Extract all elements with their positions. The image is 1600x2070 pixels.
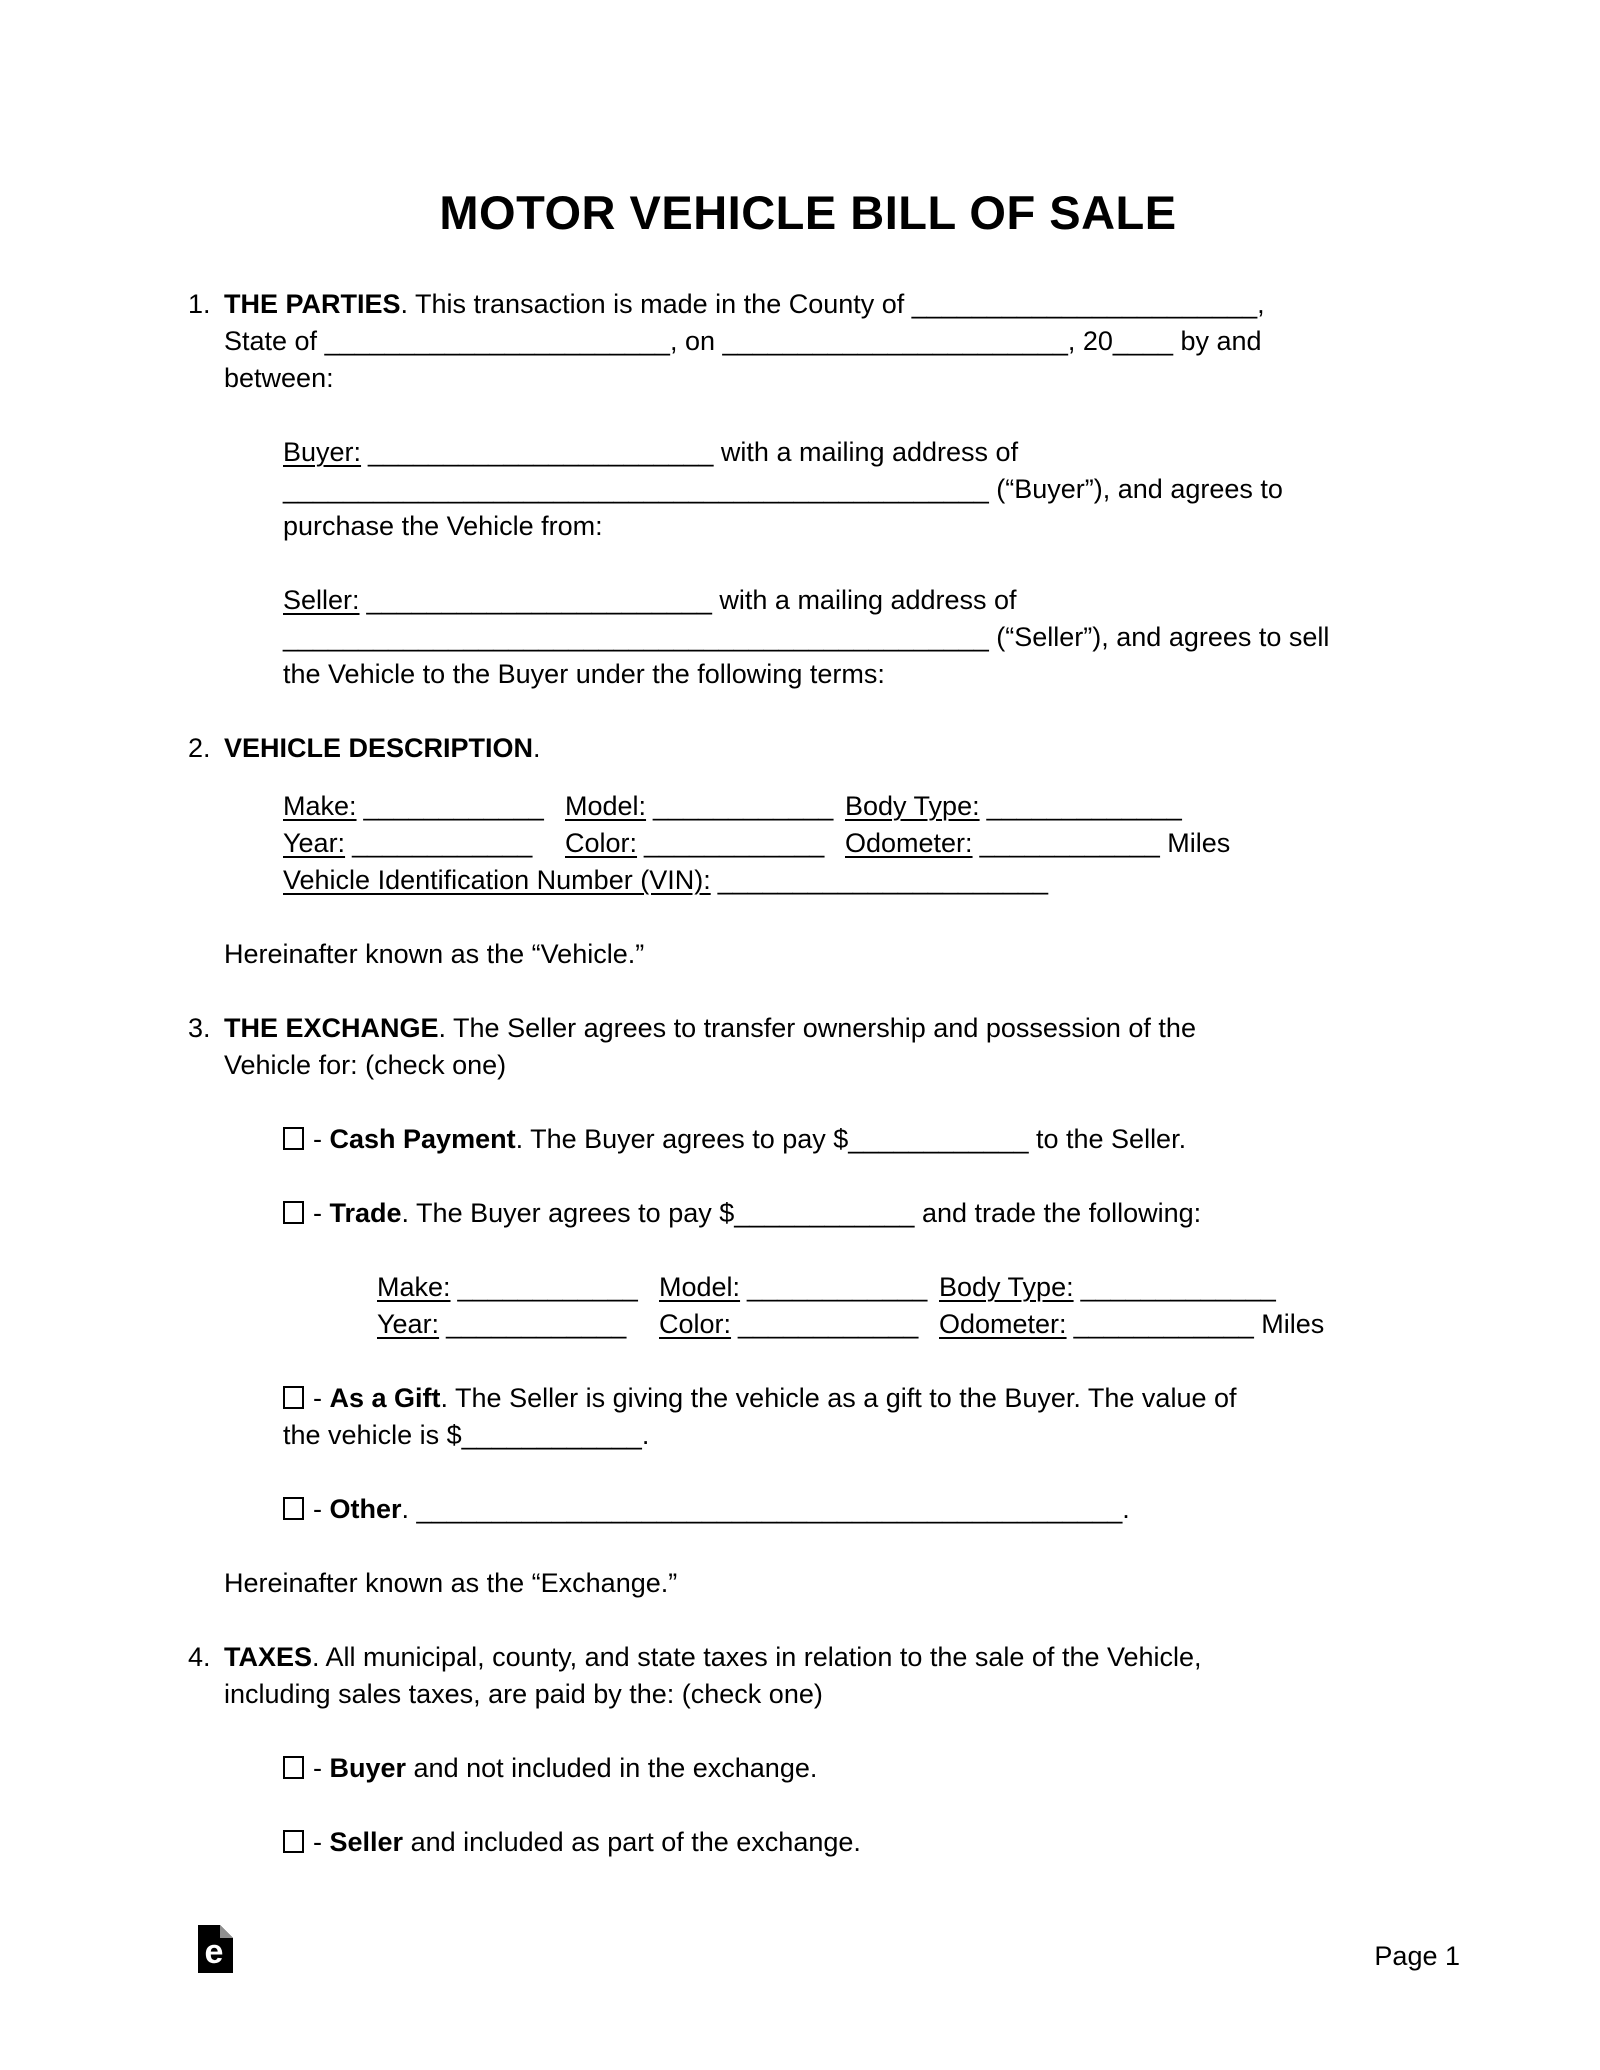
document-icon bbox=[198, 1925, 233, 1973]
gift-line-2 bbox=[283, 1417, 1428, 1454]
checkbox-other[interactable] bbox=[283, 1497, 304, 1520]
tax-seller-option bbox=[283, 1824, 1428, 1861]
trade-text-end: and trade the following: bbox=[914, 1198, 1202, 1228]
gift-amount-blank[interactable]: ____________ bbox=[461, 1420, 642, 1450]
document-content bbox=[188, 0, 1428, 1861]
taxes-text: . All municipal, county, and state taxes in relation to the sale of the Vehicle, bbox=[312, 1642, 1202, 1672]
trade-text: . The Buyer agrees to pay $ bbox=[401, 1198, 735, 1228]
tax-seller-label: Seller bbox=[329, 1827, 404, 1857]
odometer-blank[interactable]: ____________ bbox=[979, 828, 1160, 858]
section-heading: THE EXCHANGE bbox=[224, 1013, 439, 1043]
logo-letter: e bbox=[204, 1933, 224, 1971]
section-number: 2. bbox=[188, 733, 211, 763]
seller-line-1 bbox=[283, 582, 1428, 619]
section-the-exchange bbox=[188, 1010, 1428, 1084]
buyer-line-3: purchase the Vehicle from: bbox=[283, 511, 603, 541]
trade-body-type-blank[interactable]: _____________ bbox=[1080, 1272, 1276, 1302]
dash: - bbox=[313, 1827, 330, 1857]
section-number: 4. bbox=[188, 1642, 211, 1672]
color-label: Color: bbox=[659, 1309, 732, 1339]
year-label: Year: bbox=[377, 1309, 440, 1339]
buyer-line-1 bbox=[283, 434, 1428, 471]
trade-option bbox=[283, 1195, 1428, 1232]
other-option bbox=[283, 1491, 1428, 1528]
hereinafter-exchange: Hereinafter known as the “Exchange.” bbox=[224, 1568, 678, 1598]
year-blank[interactable]: ____________ bbox=[352, 828, 533, 858]
cash-text: . The Buyer agrees to pay $ bbox=[515, 1124, 849, 1154]
body-type-blank[interactable]: _____________ bbox=[986, 791, 1182, 821]
parties-line-1 bbox=[224, 286, 1428, 323]
other-end: . bbox=[1122, 1494, 1130, 1524]
seller-paragraph bbox=[283, 582, 1428, 693]
year-blank[interactable]: ____ bbox=[1112, 326, 1173, 356]
comma: , bbox=[1257, 289, 1265, 319]
section-taxes bbox=[188, 1639, 1428, 1713]
parties-line-3: between: bbox=[224, 363, 334, 393]
hereinafter-vehicle: Hereinafter known as the “Vehicle.” bbox=[224, 939, 645, 969]
gift-line-1 bbox=[283, 1380, 1428, 1417]
checkbox-tax-seller[interactable] bbox=[283, 1830, 304, 1853]
trade-amount-blank[interactable]: ____________ bbox=[734, 1198, 915, 1228]
vin-blank[interactable]: ______________________ bbox=[717, 865, 1049, 895]
odometer-label: Odometer: bbox=[939, 1309, 1067, 1339]
period: . bbox=[533, 733, 541, 763]
checkbox-gift[interactable] bbox=[283, 1386, 304, 1409]
vin-label: Vehicle Identification Number (VIN): bbox=[283, 865, 711, 895]
on-label: , on bbox=[669, 326, 723, 356]
seller-line-2 bbox=[283, 619, 1428, 656]
checkbox-cash-payment[interactable] bbox=[283, 1127, 304, 1150]
vehicle-row-1 bbox=[283, 788, 1428, 825]
cash-payment-label: Cash Payment bbox=[329, 1124, 516, 1154]
trade-make-blank[interactable]: ____________ bbox=[457, 1272, 638, 1302]
buyer-name-blank[interactable]: _______________________ bbox=[368, 437, 714, 467]
gift-value-text: the vehicle is $ bbox=[283, 1420, 462, 1450]
other-period-space: . bbox=[401, 1494, 417, 1524]
body-type-label: Body Type: bbox=[939, 1272, 1074, 1302]
section-number: 1. bbox=[188, 289, 211, 319]
page-title: MOTOR VEHICLE BILL OF SALE bbox=[439, 186, 1177, 239]
cash-amount-blank[interactable]: ____________ bbox=[848, 1124, 1029, 1154]
buyer-agrees-text: (“Buyer”), and agrees to bbox=[988, 474, 1283, 504]
gift-option bbox=[283, 1380, 1428, 1454]
dash: - bbox=[313, 1753, 330, 1783]
section-heading: TAXES bbox=[224, 1642, 313, 1672]
tax-buyer-label: Buyer bbox=[329, 1753, 407, 1783]
dash: - bbox=[313, 1383, 330, 1413]
section-the-parties bbox=[188, 286, 1428, 397]
buyer-line-2 bbox=[283, 471, 1428, 508]
vehicle-row-2 bbox=[283, 825, 1428, 862]
date-blank[interactable]: _______________________ bbox=[722, 326, 1068, 356]
state-blank[interactable]: _______________________ bbox=[324, 326, 670, 356]
miles-label: Miles bbox=[1159, 828, 1231, 858]
eforms-logo bbox=[198, 1925, 233, 1973]
gift-label: As a Gift bbox=[329, 1383, 441, 1413]
buyer-label: Buyer: bbox=[283, 437, 362, 467]
dash: - bbox=[313, 1494, 330, 1524]
year-prefix: , 20 bbox=[1067, 326, 1113, 356]
taxes-line-1 bbox=[224, 1639, 1428, 1676]
buyer-paragraph bbox=[283, 434, 1428, 545]
vehicle-description-table bbox=[283, 788, 1428, 899]
buyer-text: with a mailing address of bbox=[713, 437, 1019, 467]
exchange-text: . The Seller agrees to transfer ownership and possession of the bbox=[438, 1013, 1196, 1043]
model-label: Model: bbox=[565, 791, 647, 821]
exchange-line-2: Vehicle for: (check one) bbox=[224, 1050, 507, 1080]
county-blank[interactable]: _______________________ bbox=[911, 289, 1258, 319]
page-number: Page 1 bbox=[1374, 1941, 1460, 1971]
seller-text: with a mailing address of bbox=[711, 585, 1017, 615]
checkbox-trade[interactable] bbox=[283, 1201, 304, 1224]
trade-year-blank[interactable]: ____________ bbox=[446, 1309, 627, 1339]
section-heading: THE PARTIES bbox=[224, 289, 401, 319]
exchange-line-1 bbox=[224, 1010, 1428, 1047]
seller-line-3: the Vehicle to the Buyer under the following terms: bbox=[283, 659, 885, 689]
cash-payment-option bbox=[283, 1121, 1428, 1158]
taxes-line-2: including sales taxes, are paid by the: (check one) bbox=[224, 1679, 823, 1709]
odometer-label: Odometer: bbox=[845, 828, 973, 858]
make-blank[interactable]: ____________ bbox=[363, 791, 544, 821]
gift-period: . bbox=[641, 1420, 650, 1450]
body-type-label: Body Type: bbox=[845, 791, 980, 821]
trade-vehicle-table bbox=[377, 1269, 1428, 1343]
trade-vehicle-row-2 bbox=[377, 1306, 1428, 1343]
color-label: Color: bbox=[565, 828, 638, 858]
other-blank[interactable]: _______________________________________________ bbox=[416, 1494, 1123, 1524]
trade-color-blank[interactable]: ____________ bbox=[738, 1309, 919, 1339]
other-label: Other bbox=[329, 1494, 402, 1524]
tax-buyer-option bbox=[283, 1750, 1428, 1787]
make-label: Make: bbox=[377, 1272, 451, 1302]
checkbox-tax-buyer[interactable] bbox=[283, 1756, 304, 1779]
section-vehicle-description bbox=[188, 730, 1428, 767]
dash: - bbox=[313, 1198, 330, 1228]
trade-vehicle-row-1 bbox=[377, 1269, 1428, 1306]
miles-label: Miles bbox=[1253, 1309, 1325, 1339]
dash: - bbox=[313, 1124, 330, 1154]
state-of-label: State of bbox=[224, 326, 325, 356]
parties-line-2 bbox=[224, 323, 1428, 360]
cash-text-end: to the Seller. bbox=[1028, 1124, 1187, 1154]
section-heading: VEHICLE DESCRIPTION bbox=[224, 733, 534, 763]
seller-agrees-text: (“Seller”), and agrees to sell bbox=[988, 622, 1330, 652]
year-label: Year: bbox=[283, 828, 346, 858]
buyer-address-blank[interactable]: _______________________________________________ bbox=[283, 474, 989, 504]
trade-label: Trade bbox=[329, 1198, 402, 1228]
tax-seller-text: and included as part of the exchange. bbox=[403, 1827, 861, 1857]
seller-name-blank[interactable]: _______________________ bbox=[366, 585, 712, 615]
make-label: Make: bbox=[283, 791, 357, 821]
seller-label: Seller: bbox=[283, 585, 360, 615]
model-label: Model: bbox=[659, 1272, 741, 1302]
section-number: 3. bbox=[188, 1013, 211, 1043]
parties-text: . This transaction is made in the County of bbox=[400, 289, 912, 319]
model-blank[interactable]: ____________ bbox=[653, 791, 834, 821]
vehicle-row-3 bbox=[283, 862, 1428, 899]
color-blank[interactable]: ____________ bbox=[644, 828, 825, 858]
by-and-text: by and bbox=[1173, 326, 1262, 356]
tax-buyer-text: and not included in the exchange. bbox=[406, 1753, 818, 1783]
trade-model-blank[interactable]: ____________ bbox=[747, 1272, 928, 1302]
trade-odometer-blank[interactable]: ____________ bbox=[1073, 1309, 1254, 1339]
seller-address-blank[interactable]: _______________________________________________ bbox=[283, 622, 989, 652]
gift-text: . The Seller is giving the vehicle as a gift to the Buyer. The value of bbox=[440, 1383, 1237, 1413]
